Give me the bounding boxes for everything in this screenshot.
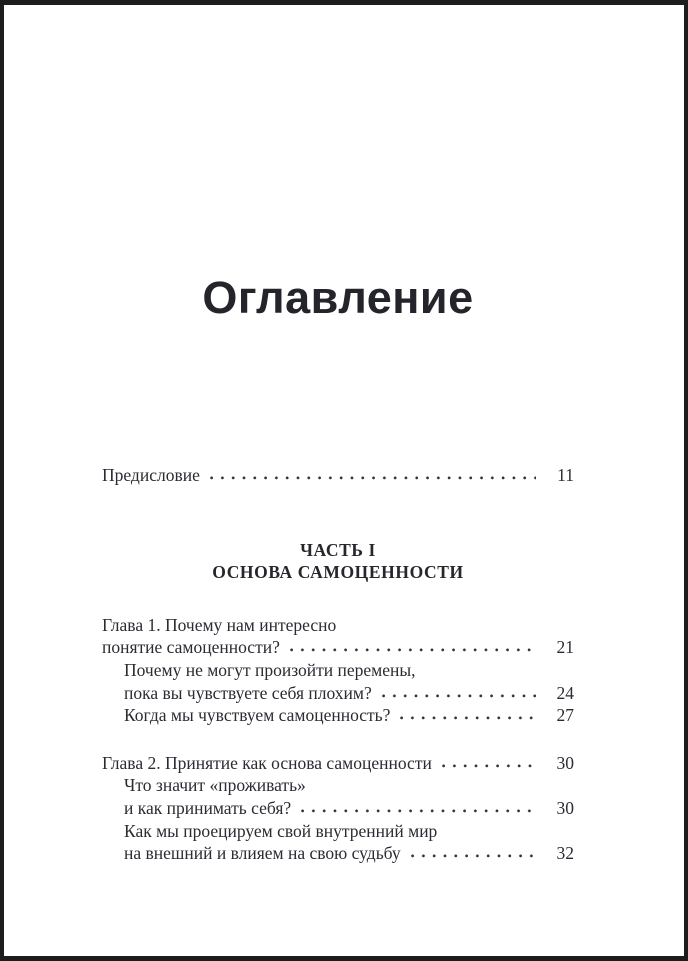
toc-entry-text: Что значит «проживать»: [124, 775, 306, 796]
part-title: ОСНОВА САМОЦЕННОСТИ: [212, 562, 464, 583]
page-title: Оглавление: [202, 272, 474, 323]
toc-entry-preface: [102, 464, 574, 487]
toc-entry-text: Когда мы чувствуем самоценность?: [124, 705, 391, 726]
toc-entry-text: понятие самоценности?: [102, 637, 280, 658]
toc-subentry: [102, 704, 574, 727]
toc-subentry-line1: [102, 820, 574, 843]
toc-entry-chapter1-line1: [102, 614, 574, 637]
part-heading: [102, 539, 574, 584]
toc-entry-text: и как принимать себя?: [124, 797, 292, 818]
toc-page-number: 11: [557, 465, 574, 485]
toc-entry-text: Глава 2. Принятие как основа самоценности: [102, 752, 432, 773]
toc-subentry-line2: [102, 797, 574, 820]
dot-leader: [210, 476, 536, 481]
toc-entry-text: Как мы проецируем свой внутренний мир: [124, 820, 438, 841]
toc-entry-chapter2: [102, 752, 574, 775]
toc-entry-text: на внешний и влияем на свою судьбу: [124, 843, 401, 864]
dot-leader: [411, 854, 536, 859]
dot-leader: [400, 716, 536, 721]
toc-page-number: 30: [556, 752, 574, 773]
toc-entry-text: пока вы чувствуете себя плохим?: [124, 682, 372, 703]
toc-entry-chapter1-line2: [102, 636, 574, 659]
part-kicker: ЧАСТЬ I: [300, 539, 376, 560]
dot-leader: [290, 648, 536, 653]
toc-entry-text: Глава 1. Почему нам интересно: [102, 614, 337, 635]
toc-entry-text: Предисловие: [102, 465, 200, 485]
toc-subentry-line2: [102, 682, 574, 705]
toc-page-number: 32: [556, 843, 574, 864]
toc-page-number: 21: [556, 637, 574, 658]
content-column: [102, 5, 574, 956]
toc-page-number: 27: [556, 705, 574, 726]
dot-leader: [301, 809, 536, 814]
toc-subentry-line1: [102, 659, 574, 682]
book-page-surface: [4, 5, 684, 956]
table-of-contents: [102, 464, 574, 865]
toc-subentry-line1: [102, 774, 574, 797]
toc-page-number: 30: [556, 797, 574, 818]
dot-leader: [382, 694, 536, 699]
toc-entry-text: Почему не могут произойти перемены,: [124, 659, 416, 680]
dot-leader: [442, 764, 536, 769]
toc-subentry-line2: [102, 842, 574, 865]
toc-page-number: 24: [556, 682, 574, 703]
